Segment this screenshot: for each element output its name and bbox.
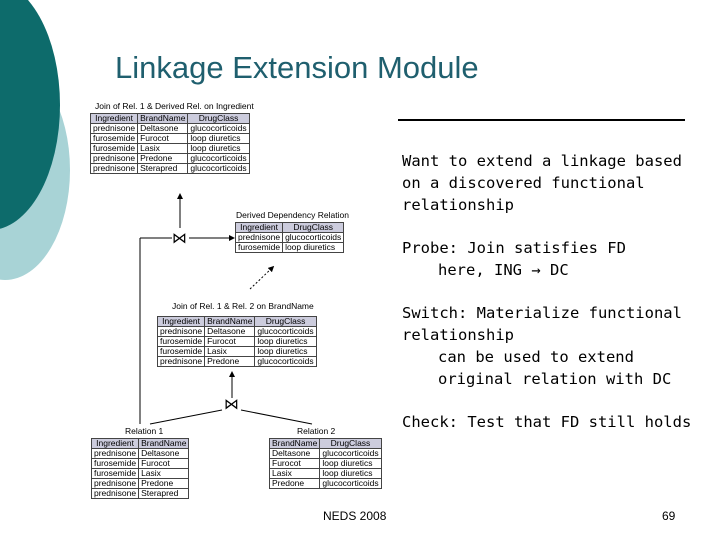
top-table-caption: Join of Rel. 1 & Derived Rel. on Ingredient	[95, 101, 254, 111]
bullet-4-line: Check: Test that FD still holds	[402, 413, 692, 431]
column-header: DrugClass	[320, 439, 381, 449]
table-cell: loop diuretics	[283, 243, 344, 253]
table-cell: furosemide	[158, 337, 205, 347]
table-cell: Predone	[270, 479, 320, 489]
column-header: Ingredient	[158, 317, 205, 327]
bullet-2-line: here, ING → DC	[438, 261, 569, 279]
table-cell: Furocot	[138, 134, 188, 144]
table-cell: prednisone	[92, 479, 139, 489]
table-cell: furosemide	[158, 347, 205, 357]
table-cell: prednisone	[92, 449, 139, 459]
table-cell: Lasix	[139, 469, 189, 479]
table-cell: Predone	[138, 154, 188, 164]
table-cell: prednisone	[91, 124, 138, 134]
table-cell: Furocot	[139, 459, 189, 469]
column-header: DrugClass	[255, 317, 316, 327]
table-cell: loop diuretics	[320, 459, 381, 469]
table-cell: furosemide	[92, 469, 139, 479]
bullet-3-line: can be used to extend	[438, 348, 634, 366]
table-cell: prednisone	[91, 154, 138, 164]
table-cell: Sterapred	[139, 489, 189, 499]
rel2-table-caption: Relation 2	[297, 426, 336, 436]
table-cell: prednisone	[91, 164, 138, 174]
bullet-3-line: Switch: Materialize functional	[402, 304, 682, 322]
table-cell: Lasix	[205, 347, 255, 357]
table-cell: furosemide	[92, 459, 139, 469]
bullet-1-line: Want to extend a linkage based	[402, 152, 682, 170]
table-cell: loop diuretics	[255, 337, 316, 347]
join-symbol-1: ⋈	[172, 229, 187, 247]
table-cell: loop diuretics	[188, 144, 249, 154]
table-cell: Deltasone	[270, 449, 320, 459]
bullet-1-line: on a discovered functional	[402, 174, 645, 192]
table-cell: prednisone	[92, 489, 139, 499]
bullet-3-line: relationship	[402, 326, 514, 344]
mid-table-caption: Join of Rel. 1 & Rel. 2 on BrandName	[172, 301, 314, 311]
table-cell: glucocorticoids	[188, 124, 249, 134]
table-cell: glucocorticoids	[283, 233, 344, 243]
column-header: BrandName	[270, 439, 320, 449]
table-cell: glucocorticoids	[188, 164, 249, 174]
table-cell: prednisone	[158, 357, 205, 367]
table-cell: Predone	[205, 357, 255, 367]
column-header: Ingredient	[236, 223, 283, 233]
table-cell: Furocot	[205, 337, 255, 347]
table-cell: Predone	[139, 479, 189, 489]
table-cell: prednisone	[236, 233, 283, 243]
join-symbol-2: ⋈	[224, 395, 239, 413]
table-cell: glucocorticoids	[188, 154, 249, 164]
table-cell: glucocorticoids	[320, 449, 381, 459]
slide-title: Linkage Extension Module	[115, 50, 479, 85]
table-cell: Deltasone	[139, 449, 189, 459]
column-header: BrandName	[139, 439, 189, 449]
table-cell: furosemide	[236, 243, 283, 253]
column-header: Ingredient	[91, 114, 138, 124]
table-cell: glucocorticoids	[255, 357, 316, 367]
footer-label: NEDS 2008	[323, 509, 387, 523]
derived-table-caption: Derived Dependency Relation	[236, 210, 349, 220]
table-cell: glucocorticoids	[255, 327, 316, 337]
rel1-table-caption: Relation 1	[125, 426, 164, 436]
column-header: DrugClass	[188, 114, 249, 124]
table-cell: loop diuretics	[188, 134, 249, 144]
table-cell: Deltasone	[138, 124, 188, 134]
column-header: BrandName	[205, 317, 255, 327]
table-cell: glucocorticoids	[320, 479, 381, 489]
column-header: BrandName	[138, 114, 188, 124]
table-cell: Sterapred	[138, 164, 188, 174]
bullet-2-line: Probe: Join satisfies FD	[402, 239, 626, 257]
table-cell: furosemide	[91, 134, 138, 144]
table-cell: Lasix	[138, 144, 188, 154]
column-header: DrugClass	[283, 223, 344, 233]
bullet-1-line: relationship	[402, 196, 514, 214]
table-cell: Lasix	[270, 469, 320, 479]
bullet-3-line: original relation with DC	[438, 370, 672, 388]
table-cell: furosemide	[91, 144, 138, 154]
table-cell: Deltasone	[205, 327, 255, 337]
table-cell: loop diuretics	[255, 347, 316, 357]
table-cell: loop diuretics	[320, 469, 381, 479]
page-number: 69	[662, 509, 676, 523]
table-cell: prednisone	[158, 327, 205, 337]
table-cell: Furocot	[270, 459, 320, 469]
column-header: Ingredient	[92, 439, 139, 449]
